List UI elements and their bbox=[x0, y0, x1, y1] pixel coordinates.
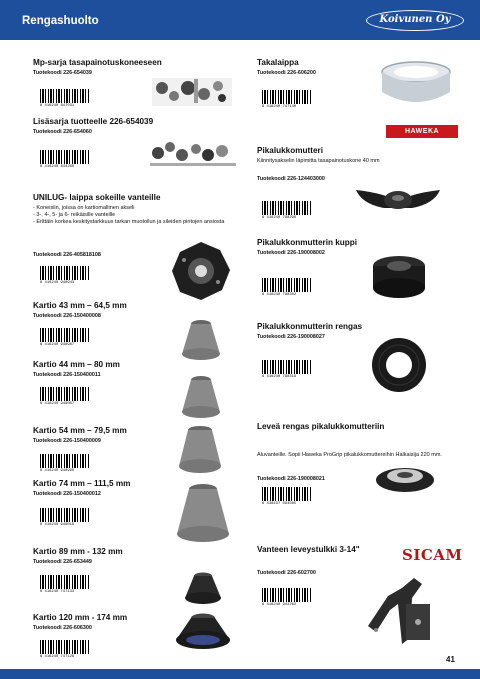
product-image-kartio-44 bbox=[180, 374, 222, 420]
product-title: Mp-sarja tasapainotuskoneeseen bbox=[33, 58, 162, 67]
barcode-number: 6 416240 844260 bbox=[40, 165, 75, 169]
product-kartio-89 bbox=[33, 547, 123, 565]
product-levea-rengas bbox=[257, 422, 467, 431]
product-image-lisasarja bbox=[150, 135, 236, 171]
product-image-leveystulkki bbox=[362, 574, 446, 652]
product-title: Pikalukkomutteri bbox=[257, 146, 323, 155]
page-footer bbox=[0, 669, 480, 679]
product-code: Tuotekoodi 226-190008021 bbox=[257, 476, 325, 482]
product-kartio-43 bbox=[33, 301, 127, 319]
barcode-number: 6 416240 948990 bbox=[40, 469, 75, 473]
product-image-levea-rengas bbox=[374, 462, 436, 498]
product-kartio-120 bbox=[33, 613, 127, 631]
barcode-number: 6 416240 942262 bbox=[262, 603, 297, 607]
product-code: Tuotekoodi 226-150400009 bbox=[33, 438, 101, 444]
product-code-block bbox=[257, 567, 316, 576]
page-header bbox=[0, 0, 480, 40]
product-code: Tuotekoodi 226-602700 bbox=[257, 570, 316, 576]
product-code: Tuotekoodi 226-150400008 bbox=[33, 313, 101, 319]
barcode bbox=[262, 201, 312, 215]
feature-item: - Koneisiin, joissa on kartiomallinen akseli bbox=[33, 205, 243, 212]
product-title: Kartio 43 mm – 64,5 mm bbox=[33, 301, 127, 310]
barcode-number: 6 416240 798302 bbox=[262, 293, 297, 297]
barcode bbox=[40, 266, 90, 280]
barcode bbox=[40, 508, 90, 522]
product-image-kartio-74 bbox=[174, 482, 232, 544]
barcode-number: 6 416240 798296 bbox=[262, 216, 297, 220]
barcode bbox=[40, 454, 90, 468]
barcode bbox=[40, 89, 90, 103]
sicam-logo: SICAM bbox=[402, 546, 463, 564]
product-unilug bbox=[33, 193, 243, 226]
barcode bbox=[40, 575, 90, 589]
product-code: Tuotekoodi 226-654060 bbox=[33, 129, 92, 135]
barcode bbox=[262, 90, 312, 104]
product-kartio-44 bbox=[33, 360, 120, 378]
product-leveystulkki bbox=[257, 545, 360, 554]
product-title: UNILUG- laippa sokeille vanteille bbox=[33, 193, 161, 202]
product-image-kuppi bbox=[370, 252, 428, 304]
product-image-takalaippa bbox=[378, 58, 454, 106]
product-mp-sarja bbox=[33, 58, 162, 76]
barcode bbox=[40, 150, 90, 164]
section-title: Rengashuolto bbox=[22, 15, 99, 27]
haweka-logo: HAWEKA bbox=[386, 125, 458, 138]
product-title: Kartio 74 mm – 111,5 mm bbox=[33, 479, 131, 488]
barcode-number: 6 416240 747126 bbox=[40, 655, 75, 659]
product-kartio-54 bbox=[33, 426, 127, 444]
barcode bbox=[262, 588, 312, 602]
product-code: Tuotekoodi 226-405818108 bbox=[33, 252, 101, 258]
product-image-pikalukkomutteri bbox=[354, 178, 442, 218]
product-image-unilug bbox=[170, 240, 232, 302]
product-kuppi bbox=[257, 238, 357, 256]
company-logo: Koivunen Oy bbox=[366, 10, 464, 31]
product-image-kartio-43 bbox=[180, 318, 222, 362]
page-number: 41 bbox=[446, 655, 455, 664]
barcode-number: 6 416240 847031 bbox=[40, 104, 75, 108]
product-title: Kartio 120 mm - 174 mm bbox=[33, 613, 128, 622]
product-code: Tuotekoodi 226-150400012 bbox=[33, 491, 101, 497]
barcode bbox=[262, 487, 312, 501]
feature-item: - 3-, 4-, 5- ja 6- reikäisille vanteille bbox=[33, 212, 243, 219]
barcode bbox=[262, 360, 312, 374]
product-code: Tuotekoodi 226-606300 bbox=[33, 625, 92, 631]
product-title: Leveä rengas pikalukkomutteriin bbox=[257, 422, 385, 431]
product-code: Tuotekoodi 226-653449 bbox=[33, 559, 92, 565]
product-title: Pikalukkonmutterin rengas bbox=[257, 322, 363, 331]
product-code-block bbox=[257, 473, 325, 482]
product-rengas bbox=[257, 322, 362, 340]
product-code-block bbox=[33, 249, 101, 258]
barcode-number: 6 416240 949018 bbox=[40, 523, 75, 527]
product-image-rengas bbox=[370, 336, 428, 394]
barcode-number: 6 416240 949007 bbox=[40, 402, 75, 406]
barcode bbox=[40, 387, 90, 401]
barcode-number: 6 416240 948987 bbox=[40, 343, 75, 347]
product-title: Kartio 44 mm – 80 mm bbox=[33, 360, 120, 369]
product-image-kartio-54 bbox=[176, 424, 224, 474]
product-title: Vanteen leveystulkki 3-14" bbox=[257, 545, 360, 554]
product-title: Lisäsarja tuotteelle 226-654039 bbox=[33, 117, 154, 126]
product-title: Kartio 89 mm - 132 mm bbox=[33, 547, 123, 556]
barcode bbox=[40, 328, 90, 342]
barcode bbox=[40, 640, 90, 654]
product-kartio-74 bbox=[33, 479, 130, 497]
product-description: Kiinnitysakselin läpimitta tasapainotuskone 40 mm bbox=[257, 158, 380, 164]
product-lisasarja bbox=[33, 117, 153, 135]
barcode-number: 6 438437 094085 bbox=[262, 502, 297, 506]
product-image-mp-sarja bbox=[152, 74, 232, 108]
product-code-block bbox=[257, 173, 325, 182]
product-code: Tuotekoodi 226-654039 bbox=[33, 70, 92, 76]
product-title: Kartio 54 mm – 79,5 mm bbox=[33, 426, 127, 435]
product-code: Tuotekoodi 226-150400011 bbox=[33, 372, 101, 378]
product-description: Aluvanteille. Sopii Haweka ProGrip pikalukkomuttereihin Halkaisija 220 mm. bbox=[257, 452, 442, 458]
product-takalaippa bbox=[257, 58, 316, 76]
barcode bbox=[262, 278, 312, 292]
barcode-number: 6 416240 798319 bbox=[262, 375, 297, 379]
product-code: Tuotekoodi 226-190008002 bbox=[257, 250, 325, 256]
product-code: Tuotekoodi 226-190008027 bbox=[257, 334, 325, 340]
product-image-kartio-89 bbox=[182, 570, 224, 606]
feature-item: - Erittäin korkea keskitystarkkuus tarkan muotoilun ja sileiden pintojen ansiosta bbox=[33, 219, 243, 226]
barcode-number: 6 416240 747133 bbox=[40, 590, 75, 594]
product-description-block bbox=[257, 449, 467, 459]
product-title: Takalaippa bbox=[257, 58, 299, 67]
barcode-number: 6 416240 747140 bbox=[262, 105, 297, 109]
product-title: Pikalukkonmutterin kuppi bbox=[257, 238, 358, 247]
product-image-kartio-120 bbox=[172, 610, 234, 652]
product-code: Tuotekoodi 226-124403000 bbox=[257, 176, 325, 182]
barcode-number: 6 416240 948943 bbox=[40, 281, 75, 285]
product-pikalukkomutteri bbox=[257, 146, 467, 165]
product-code: Tuotekoodi 226-606200 bbox=[257, 70, 316, 76]
feature-list bbox=[33, 205, 243, 226]
